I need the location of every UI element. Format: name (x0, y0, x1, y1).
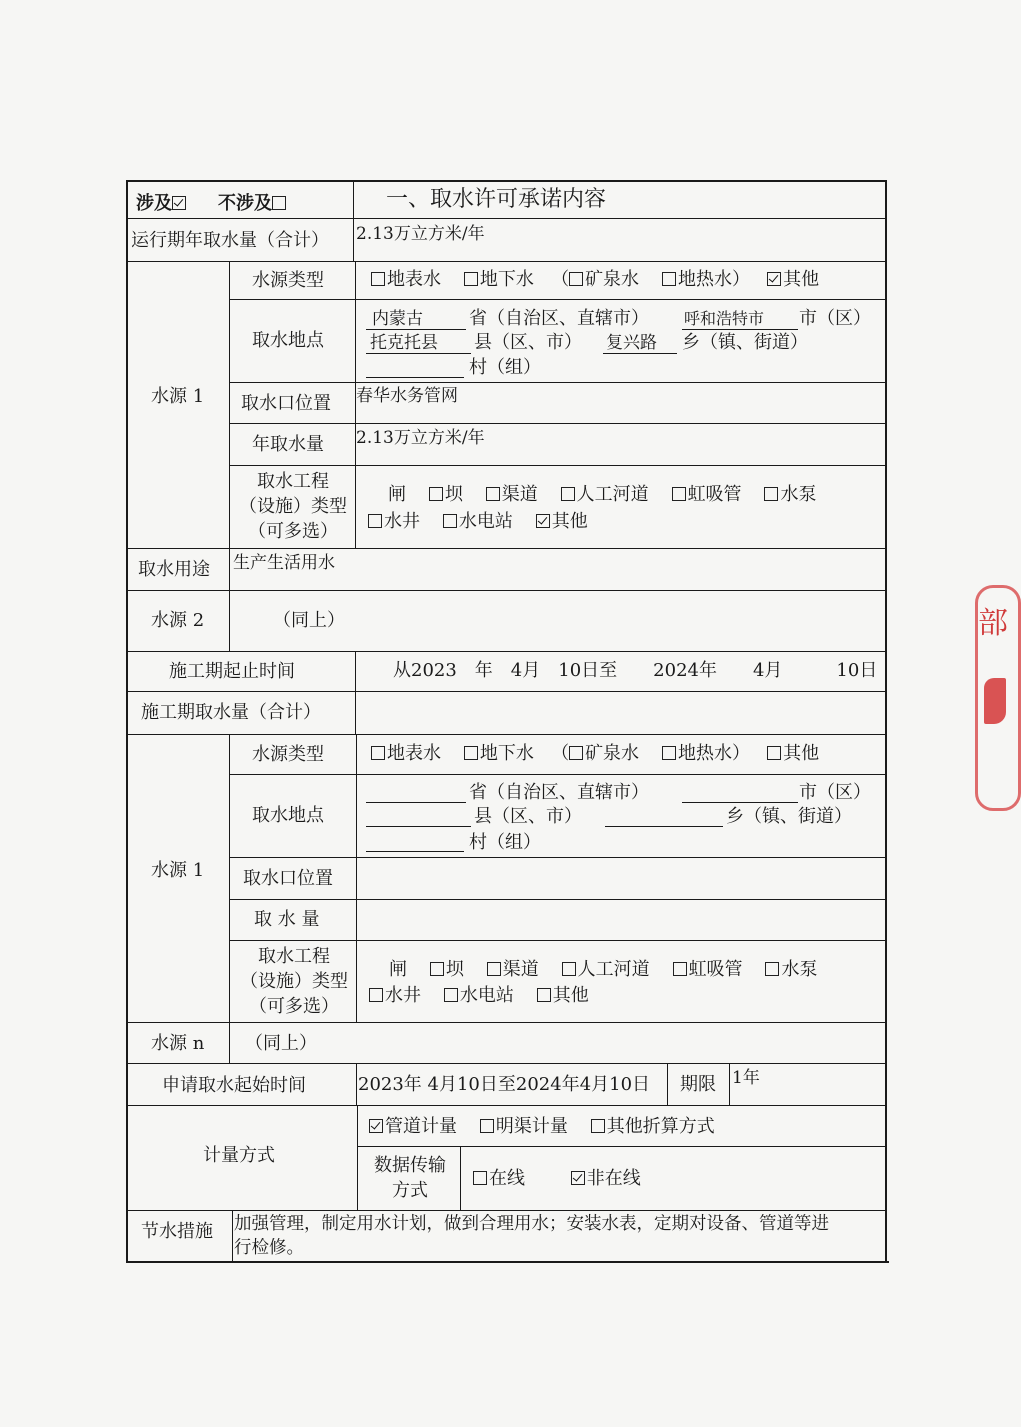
page-title: 一、取水许可承诺内容 (386, 187, 607, 212)
op-type-other[interactable]: 其他 (767, 269, 819, 290)
op-type-ground[interactable]: 地下水 (464, 269, 534, 290)
op-works-dam[interactable]: 坝 (429, 484, 463, 505)
con-city-suffix: 市（区） (799, 782, 871, 803)
con-type-ground[interactable]: 地下水 (464, 743, 534, 764)
op-works-siphon[interactable]: 虹吸管 (672, 484, 742, 505)
metering-label: 计量方式 (203, 1145, 275, 1166)
con-works-well[interactable]: 水井 (369, 985, 421, 1006)
op-type-surface[interactable]: 地表水 (371, 269, 441, 290)
op-village-suffix: 村（组） (469, 357, 541, 378)
op-works-row1 (388, 484, 816, 506)
con-type-surface[interactable]: 地表水 (371, 743, 441, 764)
con-location-label: 取水地点 (252, 805, 324, 826)
con-source-type-label: 水源类型 (252, 744, 324, 765)
saving-line2: 行检修。 (234, 1238, 304, 1258)
op-works-hydro[interactable]: 水电站 (443, 511, 513, 532)
op-intake-position-label: 取水口位置 (241, 393, 331, 414)
metering-pipe[interactable]: 管道计量 (369, 1116, 457, 1137)
op-source1-label: 水源 1 (151, 386, 205, 407)
con-total-label: 施工期取水量（合计） (141, 702, 321, 723)
app-term-label: 期限 (680, 1074, 716, 1095)
con-period-label: 施工期起止时间 (169, 661, 295, 682)
con-type-mineral[interactable]: 矿泉水 (569, 743, 639, 764)
op-type-geothermal[interactable]: 地热水 (662, 269, 732, 290)
op-source-type-options: 地表水 地下水 （ 矿泉水 地热水） 其他 (371, 269, 819, 291)
annual-total-label: 运行期年取水量（合计） (131, 230, 329, 251)
op-province-suffix: 省（自治区、直辖市） (469, 308, 649, 329)
con-amount-label: 取 水 量 (254, 909, 320, 930)
op-intake-position-value: 春华水务管网 (356, 386, 458, 406)
op-source-type-label: 水源类型 (252, 270, 324, 291)
annual-total-value: 2.13万立方米/年 (356, 224, 485, 244)
op-works-row2 (368, 511, 588, 533)
con-intake-position-label: 取水口位置 (243, 868, 333, 889)
op-annual-label: 年取水量 (252, 434, 324, 455)
con-works-row1 (389, 959, 817, 981)
op-city: 呼和浩特市 (684, 309, 765, 328)
con-works-river[interactable]: 人工河道 (562, 959, 650, 980)
table-border-left (126, 180, 128, 1263)
app-start-label: 申请取水起始时间 (162, 1075, 306, 1096)
transfer-label: 数据传输 方式 (374, 1155, 446, 1201)
op-works-pump[interactable]: 水泵 (764, 484, 816, 505)
con-works-row2 (369, 985, 589, 1007)
con-works-label: 取水工程 （设施）类型 （可多选） (240, 946, 348, 1017)
con-type-other[interactable]: 其他 (767, 743, 819, 764)
op-annual-value: 2.13万立方米/年 (356, 428, 485, 448)
con-works-other[interactable]: 其他 (537, 985, 589, 1006)
con-province-suffix: 省（自治区、直辖市） (469, 782, 649, 803)
con-works-dam[interactable]: 坝 (430, 959, 464, 980)
con-source1-label: 水源 1 (151, 860, 205, 881)
op-works-gate[interactable]: 闸 (388, 484, 406, 505)
con-source-n-label: 水源 n (151, 1033, 205, 1054)
op-works-well[interactable]: 水井 (368, 511, 420, 532)
op-use-label: 取水用途 (138, 559, 210, 580)
involved-option[interactable] (136, 193, 188, 215)
official-seal-char: 部 (978, 606, 1008, 641)
op-city-suffix: 市（区） (799, 308, 871, 329)
op-province: 内蒙古 (372, 309, 423, 329)
op-county: 托克托县 (370, 333, 438, 353)
con-works-hydro[interactable]: 水电站 (444, 985, 514, 1006)
transfer-online[interactable]: 在线 (473, 1168, 525, 1189)
app-start-value: 2023年 4月10日至2024年4月10日 (358, 1074, 651, 1095)
metering-methods (369, 1116, 715, 1138)
op-source2-label: 水源 2 (151, 610, 205, 631)
op-works-canal[interactable]: 渠道 (486, 484, 538, 505)
not-involved-option[interactable] (218, 193, 288, 215)
op-town-suffix: 乡（镇、街道） (682, 332, 808, 353)
op-works-other[interactable]: 其他 (536, 511, 588, 532)
transfer-options (473, 1168, 641, 1190)
op-type-mineral[interactable]: 矿泉水 (569, 269, 639, 290)
metering-other[interactable]: 其他折算方式 (591, 1116, 715, 1137)
con-works-pump[interactable]: 水泵 (765, 959, 817, 980)
metering-open-channel[interactable]: 明渠计量 (480, 1116, 568, 1137)
con-period-value: 从2023 年 4月 10日至 2024年 4月 10日 (393, 660, 878, 681)
not-involved-checkbox[interactable] (272, 196, 286, 210)
op-town: 复兴路 (606, 333, 657, 353)
transfer-offline[interactable]: 非在线 (571, 1168, 641, 1189)
op-use-value: 生产生活用水 (233, 553, 335, 573)
involved-label: 涉及 (136, 193, 172, 214)
table-border-top (126, 180, 887, 182)
con-town-suffix: 乡（镇、街道） (726, 806, 852, 827)
con-source-n-value: （同上） (245, 1033, 317, 1054)
con-village-suffix: 村（组） (469, 832, 541, 853)
saving-line1: 加强管理，制定用水计划，做到合理用水；安装水表，定期对设备、管道等进 (234, 1214, 829, 1234)
not-involved-label: 不涉及 (218, 193, 272, 214)
con-works-gate[interactable]: 闸 (389, 959, 407, 980)
official-seal-emblem (984, 678, 1006, 724)
app-term-value: 1年 (732, 1068, 760, 1088)
con-source-type-options: 地表水 地下水 （ 矿泉水 地热水） 其他 (371, 743, 819, 765)
op-works-river[interactable]: 人工河道 (561, 484, 649, 505)
op-county-suffix: 县（区、市） (474, 332, 582, 353)
saving-label: 节水措施 (141, 1221, 213, 1242)
con-county-suffix: 县（区、市） (474, 806, 582, 827)
op-source2-value: （同上） (273, 610, 345, 631)
op-works-label: 取水工程 （设施）类型 （可多选） (239, 471, 347, 542)
involved-checkbox[interactable] (172, 196, 186, 210)
table-border-right (885, 180, 887, 1263)
op-location-label: 取水地点 (252, 330, 324, 351)
table-border-bottom (128, 1261, 889, 1263)
con-type-geothermal[interactable]: 地热水 (662, 743, 732, 764)
con-works-canal[interactable]: 渠道 (487, 959, 539, 980)
con-works-siphon[interactable]: 虹吸管 (673, 959, 743, 980)
